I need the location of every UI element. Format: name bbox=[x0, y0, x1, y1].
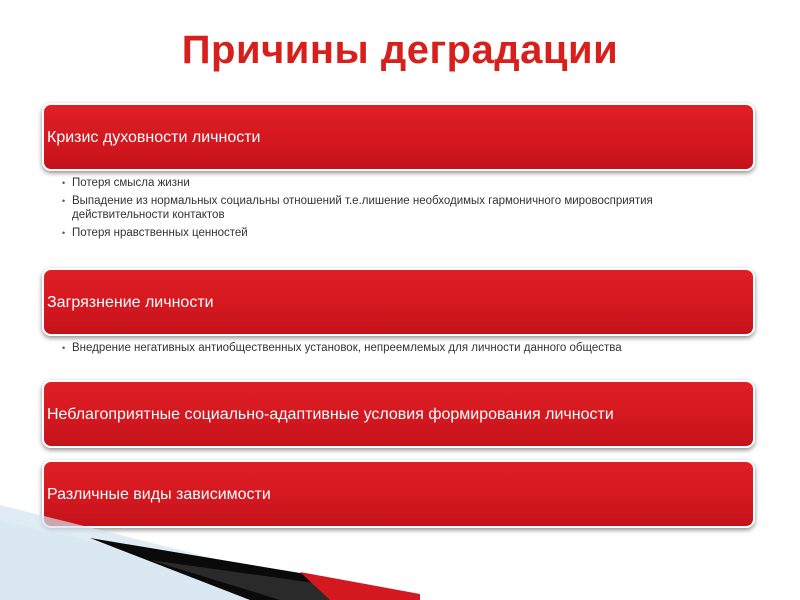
section-heading: Неблагоприятные социально-адаптивные условия формирования личности bbox=[47, 405, 614, 423]
bullet-item: • Потеря нравственных ценностей bbox=[62, 226, 744, 241]
bullet-item: • Потеря смысла жизни bbox=[62, 176, 744, 191]
section-heading: Кризис духовности личности bbox=[47, 128, 261, 146]
section-heading: Различные виды зависимости bbox=[47, 485, 271, 503]
section-heading: Загрязнение личности bbox=[47, 293, 214, 311]
bullet-item: • Выпадение из нормальных социальны отношений т.е.лишение необходимых гармоничного мировосприятия действительности контактов bbox=[62, 194, 744, 223]
slide-title: Причины деградации bbox=[181, 28, 619, 72]
bullet-item: • Внедрение негативных антиобщественных установок, непреемлемых для личности данного общества bbox=[62, 341, 744, 356]
